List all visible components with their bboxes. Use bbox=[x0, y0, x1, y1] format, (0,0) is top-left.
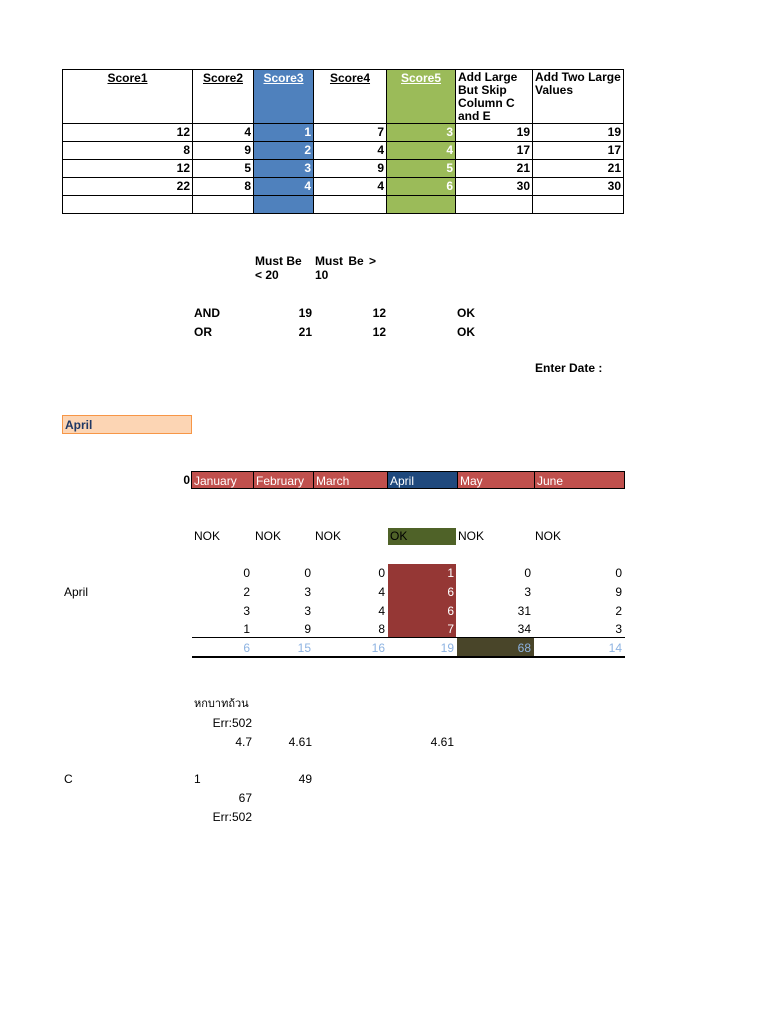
cell[interactable] bbox=[314, 196, 387, 214]
header-score4[interactable]: Score4 bbox=[314, 70, 387, 124]
grid-cell[interactable]: 1 bbox=[243, 622, 250, 636]
must-be-gt-label: Must Be > 10 bbox=[315, 254, 377, 282]
error-cell-2: Err:502 bbox=[212, 810, 252, 824]
grid-cell[interactable]: 4 bbox=[378, 604, 385, 618]
header-score1[interactable]: Score1 bbox=[63, 70, 193, 124]
table-row bbox=[63, 142, 624, 160]
grid-sum-cell[interactable]: 16 bbox=[371, 641, 385, 655]
and-value-1: 19 bbox=[298, 306, 312, 320]
status-february: NOK bbox=[255, 529, 282, 543]
cell[interactable]: 30 bbox=[533, 178, 624, 196]
grid-sum-cell[interactable]: 19 bbox=[440, 641, 454, 655]
cell[interactable]: 21 bbox=[456, 160, 533, 178]
grid-cell[interactable]: 6 bbox=[447, 585, 454, 599]
table-row-empty bbox=[63, 196, 624, 214]
month-february[interactable]: February bbox=[253, 471, 313, 489]
cell[interactable]: 9 bbox=[193, 142, 254, 160]
cell[interactable]: 5 bbox=[193, 160, 254, 178]
grid-sum-cell[interactable]: 15 bbox=[297, 641, 311, 655]
grid-cell[interactable]: 0 bbox=[378, 566, 385, 580]
thai-text: หกบาทถ้วน bbox=[194, 697, 249, 710]
or-result: OK bbox=[457, 325, 475, 339]
grid-cell[interactable]: 2 bbox=[243, 585, 250, 599]
grid-sum-cell[interactable]: 14 bbox=[608, 641, 622, 655]
grid-cell[interactable]: 3 bbox=[304, 585, 311, 599]
c-value-49: 49 bbox=[298, 772, 312, 786]
cell[interactable]: 5 bbox=[387, 160, 456, 178]
grid-cell[interactable]: 8 bbox=[378, 622, 385, 636]
cell[interactable] bbox=[254, 196, 314, 214]
and-label: AND bbox=[194, 306, 220, 320]
header-score2[interactable]: Score2 bbox=[193, 70, 254, 124]
cell[interactable] bbox=[533, 196, 624, 214]
cell[interactable]: 12 bbox=[63, 124, 193, 142]
cell[interactable] bbox=[387, 196, 456, 214]
status-march: NOK bbox=[315, 529, 342, 543]
cell[interactable] bbox=[193, 196, 254, 214]
cell[interactable]: 4 bbox=[314, 178, 387, 196]
table-row bbox=[63, 124, 624, 142]
cell[interactable]: 4 bbox=[314, 142, 387, 160]
cell[interactable]: 9 bbox=[314, 160, 387, 178]
cell[interactable]: 17 bbox=[533, 142, 624, 160]
must-be-lt-label: Must Be < 20 bbox=[255, 254, 302, 282]
and-result: OK bbox=[457, 306, 475, 320]
grid-sum-cell[interactable]: 6 bbox=[243, 641, 250, 655]
value-4-61-b: 4.61 bbox=[430, 735, 454, 749]
month-june[interactable]: June bbox=[534, 471, 625, 489]
cell[interactable]: 2 bbox=[254, 142, 314, 160]
grid-row-label: April bbox=[64, 585, 89, 599]
grid-cell[interactable]: 3 bbox=[615, 622, 622, 636]
cell[interactable]: 7 bbox=[314, 124, 387, 142]
header-add-two-large[interactable]: Add Two Large Values bbox=[533, 70, 624, 124]
month-index: 0 bbox=[183, 473, 190, 487]
status-april: OK bbox=[388, 528, 456, 545]
header-score5[interactable]: Score5 bbox=[387, 70, 456, 124]
cell[interactable]: 1 bbox=[254, 124, 314, 142]
month-may[interactable]: May bbox=[457, 471, 534, 489]
value-4-61-a: 4.61 bbox=[288, 735, 312, 749]
cell[interactable]: 6 bbox=[387, 178, 456, 196]
grid-cell[interactable]: 0 bbox=[243, 566, 250, 580]
error-cell-1: Err:502 bbox=[212, 716, 252, 730]
or-label: OR bbox=[194, 325, 212, 339]
cell[interactable]: 21 bbox=[533, 160, 624, 178]
cell[interactable]: 30 bbox=[456, 178, 533, 196]
grid-cell[interactable]: 31 bbox=[517, 604, 531, 618]
cell[interactable]: 22 bbox=[63, 178, 193, 196]
grid-cell[interactable]: 6 bbox=[447, 604, 454, 618]
month-march[interactable]: March bbox=[313, 471, 387, 489]
grid-cell[interactable]: 9 bbox=[615, 585, 622, 599]
grid-cell[interactable]: 1 bbox=[447, 566, 454, 580]
cell[interactable]: 4 bbox=[387, 142, 456, 160]
table-row bbox=[63, 160, 624, 178]
or-value-2: 12 bbox=[372, 325, 386, 339]
cell[interactable]: 4 bbox=[193, 124, 254, 142]
enter-date-label: Enter Date : bbox=[535, 361, 603, 375]
month-april[interactable]: April bbox=[387, 471, 457, 489]
status-january: NOK bbox=[194, 529, 221, 543]
grid-cell[interactable]: 9 bbox=[304, 622, 311, 636]
cell[interactable]: 3 bbox=[254, 160, 314, 178]
cell[interactable]: 3 bbox=[387, 124, 456, 142]
score-table bbox=[62, 69, 624, 214]
header-add-large-skip[interactable]: Add Large But Skip Column C and E bbox=[456, 70, 533, 124]
cell[interactable] bbox=[63, 196, 193, 214]
c-value-1: 1 bbox=[194, 772, 201, 786]
cell[interactable]: 12 bbox=[63, 160, 193, 178]
cell[interactable]: 19 bbox=[533, 124, 624, 142]
cell[interactable]: 19 bbox=[456, 124, 533, 142]
status-june: NOK bbox=[535, 529, 562, 543]
cell[interactable]: 8 bbox=[193, 178, 254, 196]
cell[interactable]: 4 bbox=[254, 178, 314, 196]
grid-cell[interactable]: 4 bbox=[378, 585, 385, 599]
grid-cell[interactable]: 0 bbox=[615, 566, 622, 580]
status-may: NOK bbox=[458, 529, 485, 543]
c-label: C bbox=[64, 772, 73, 786]
cell[interactable]: 17 bbox=[456, 142, 533, 160]
grid-cell[interactable]: 7 bbox=[447, 622, 454, 636]
month-january[interactable]: January bbox=[191, 471, 253, 489]
header-score3[interactable]: Score3 bbox=[254, 70, 314, 124]
and-value-2: 12 bbox=[372, 306, 386, 320]
header-row bbox=[63, 70, 624, 124]
cell[interactable] bbox=[456, 196, 533, 214]
sum-divider-bottom bbox=[192, 656, 625, 658]
cell[interactable]: 8 bbox=[63, 142, 193, 160]
grid-cell[interactable]: 3 bbox=[243, 604, 250, 618]
c-value-67: 67 bbox=[238, 791, 252, 805]
grid-cell[interactable]: 34 bbox=[517, 622, 531, 636]
grid-cell[interactable]: 3 bbox=[304, 604, 311, 618]
grid-cell[interactable]: 0 bbox=[304, 566, 311, 580]
grid-sum-cell[interactable]: 68 bbox=[517, 641, 531, 655]
grid-cell[interactable]: 0 bbox=[524, 566, 531, 580]
grid-cell[interactable]: 3 bbox=[524, 585, 531, 599]
or-value-1: 21 bbox=[298, 325, 312, 339]
grid-cell[interactable]: 2 bbox=[615, 604, 622, 618]
month-input[interactable]: April bbox=[62, 415, 192, 434]
table-row bbox=[63, 178, 624, 196]
sum-divider-top bbox=[192, 637, 625, 638]
value-4-7: 4.7 bbox=[235, 735, 252, 749]
